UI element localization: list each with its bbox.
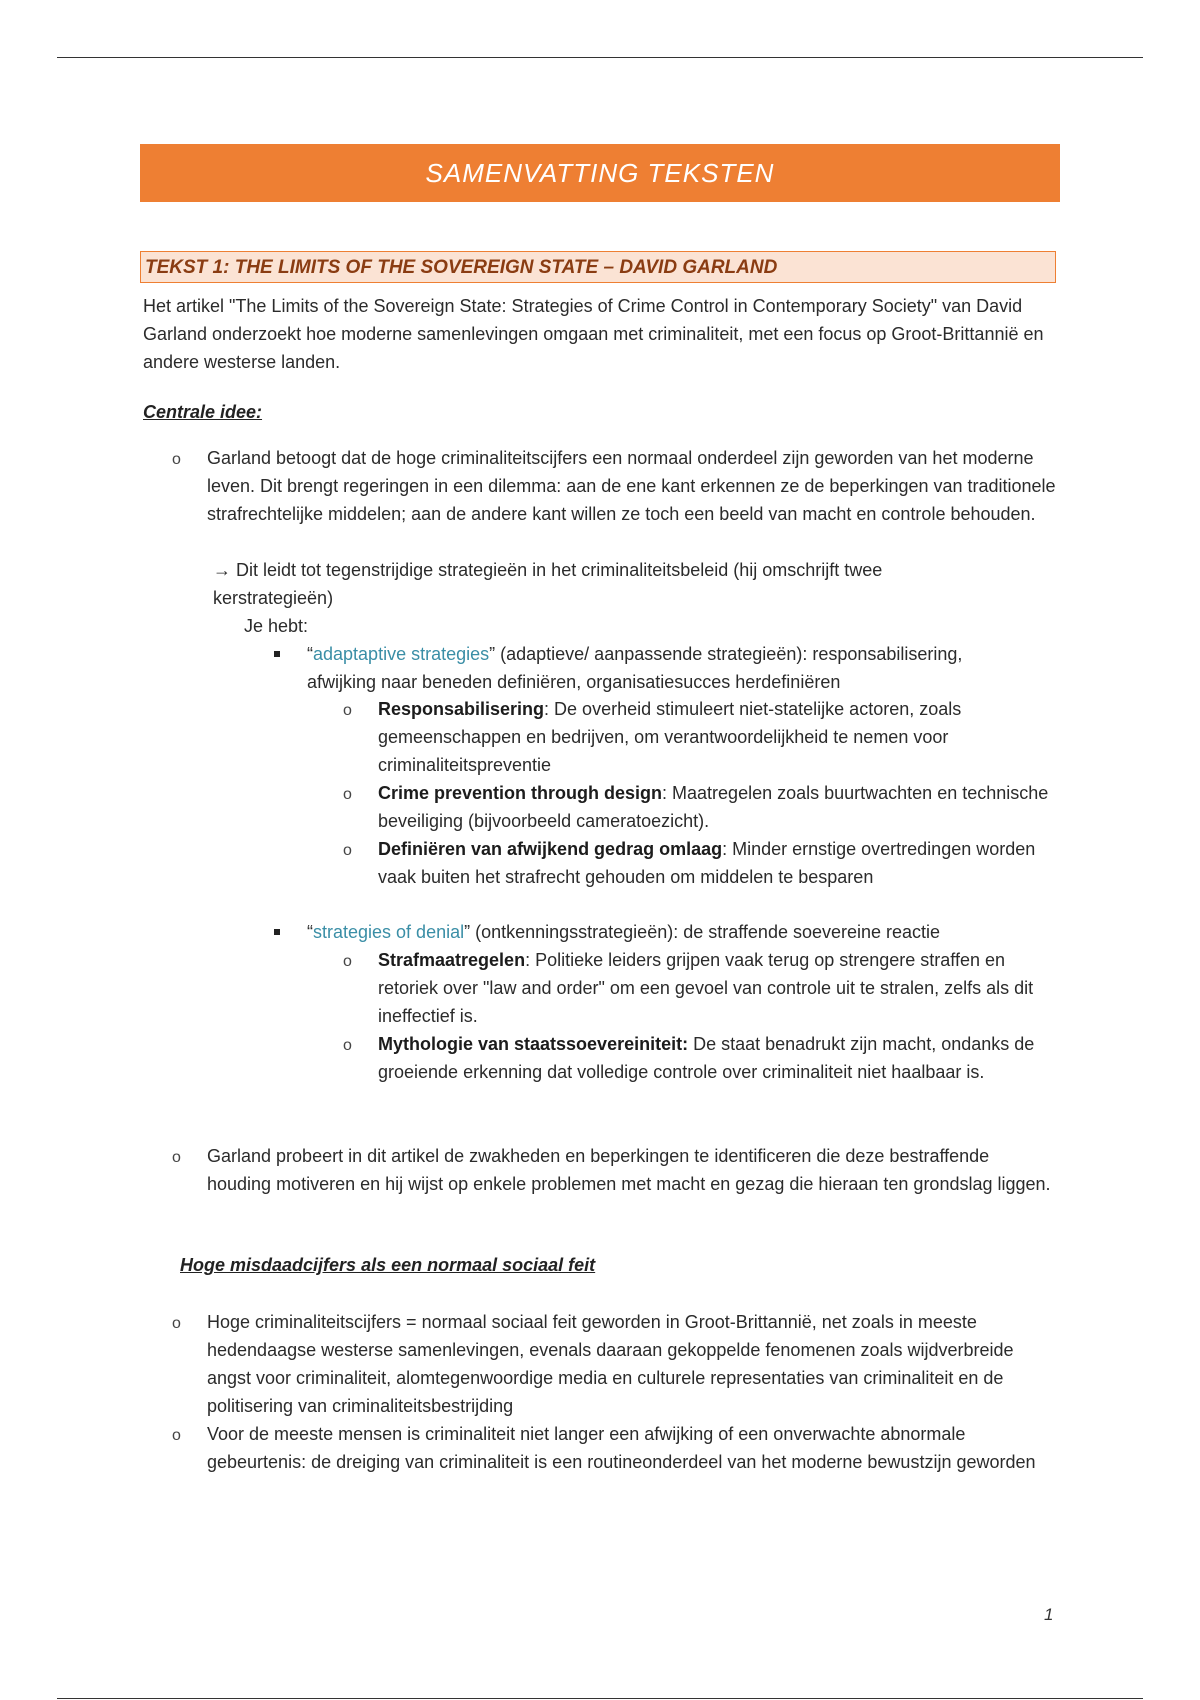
term-bold: Strafmaatregelen	[378, 950, 526, 970]
hoge-misdaadcijfers-heading: Hoge misdaadcijfers als een normaal sociaal feit	[180, 1255, 596, 1275]
square-bullet-icon	[274, 651, 280, 657]
term-text: : Politieke leiders grijpen vaak terug op strengere straffen en retoriek over "law and order" om een gevoel van controle uit te stralen, zelfs als dit ineffectief is.	[378, 950, 1034, 1026]
page-number: 1	[1044, 1605, 1054, 1624]
footer-rule	[57, 1698, 1143, 1699]
je-hebt-label: Je hebt:	[244, 616, 309, 636]
sub-list-item	[378, 946, 1058, 1030]
circle-bullet-icon: o	[343, 702, 352, 719]
circle-bullet-icon: o	[172, 1315, 181, 1332]
adaptive-strategies-term: adaptaptive strategies	[313, 644, 490, 664]
adaptive-strategies-desc: ” (adaptieve/ aanpassende strategieën): responsabilisering,	[489, 644, 963, 664]
circle-bullet-icon: o	[172, 1149, 181, 1166]
term-bold: Responsabilisering	[378, 699, 545, 719]
circle-bullet-icon: o	[172, 1427, 181, 1444]
circle-bullet-icon: o	[343, 786, 352, 803]
sub-list-item	[378, 835, 1058, 891]
term-bold: Crime prevention through design	[378, 783, 663, 803]
denial-strategies-term: strategies of denial	[313, 922, 465, 942]
circle-bullet-icon: o	[343, 842, 352, 859]
adaptive-strategies-desc-2: afwijking naar beneden definiëren, organisatiesucces herdefiniëren	[307, 672, 841, 692]
term-text: : De overheid stimuleert niet-statelijke actoren, zoals gemeenschappen en bedrijven, om verantwoordelijkheid te nemen voor criminaliteitspreventie	[378, 699, 962, 775]
list-item: Garland betoogt dat de hoge criminaliteitscijfers een normaal onderdeel zijn geworden van het moderne leven. Dit brengt regeringen in een dilemma: aan de ene kant erkennen ze de beperkingen van traditionele strafrechtelijke middelen; aan de andere kant willen ze toch een beeld van macht en controle behouden.	[207, 448, 1056, 524]
list-item: Voor de meeste mensen is criminaliteit niet langer een afwijking of een onverwachte abnormale gebeurtenis: de dreiging van criminaliteit is een routineonderdeel van het moderne bewustzijn geworden	[207, 1424, 1036, 1472]
circle-bullet-icon: o	[172, 451, 181, 468]
circle-bullet-icon: o	[343, 1037, 352, 1054]
term-text: De staat benadrukt zijn macht, ondanks de groeiende erkenning dat volledige controle over criminaliteit niet haalbaar is.	[378, 1034, 1035, 1082]
denial-strategies-desc: ” (ontkenningsstrategieën): de straffende soevereine reactie	[464, 922, 941, 942]
adaptive-strategies-item	[307, 640, 1057, 696]
arrow-line: → Dit leidt tot tegenstrijdige strategieën in het criminaliteitsbeleid (hij omschrijft twee	[213, 560, 883, 580]
circle-bullet-icon: o	[343, 953, 352, 970]
sub-list-item	[378, 1030, 1058, 1086]
intro-paragraph: Het artikel "The Limits of the Sovereign State: Strategies of Crime Control in Contemporary Society" van David Garland onderzoekt hoe moderne samenlevingen omgaan met criminaliteit, met een focus op Groot-Brittannië en andere westerse landen.	[143, 296, 1044, 372]
arrow-line-continued: kerstrategieën)	[213, 588, 334, 608]
term-text: : Maatregelen zoals buurtwachten en technische beveiliging (bijvoorbeeld cameratoezicht).	[378, 783, 1049, 831]
denial-strategies-item	[307, 918, 1057, 946]
term-bold: Definiëren van afwijkend gedrag omlaag	[378, 839, 723, 859]
sub-list-item	[378, 695, 1058, 779]
term-bold: Mythologie van staatssoevereiniteit:	[378, 1034, 689, 1054]
open-quote: “	[307, 644, 313, 664]
centrale-idee-heading: Centrale idee:	[143, 402, 263, 422]
term-text: : Minder ernstige overtredingen worden vaak buiten het strafrecht gehouden om middelen te besparen	[378, 839, 1036, 887]
list-item: Garland probeert in dit artikel de zwakheden en beperkingen te identificeren die deze bestraffende houding motiveren en hij wijst op enkele problemen met macht en gezag die hieraan ten grondslag liggen.	[207, 1146, 1051, 1194]
header-rule	[57, 57, 1143, 58]
document-title-banner: SAMENVATTING TEKSTEN	[140, 144, 1060, 202]
section-heading: TEKST 1: THE LIMITS OF THE SOVEREIGN STATE – DAVID GARLAND	[140, 251, 1056, 283]
square-bullet-icon	[274, 929, 280, 935]
open-quote: “	[307, 922, 313, 942]
sub-list-item	[378, 779, 1058, 835]
list-item: Hoge criminaliteitscijfers = normaal sociaal feit geworden in Groot-Brittannië, net zoals in meeste hedendaagse westerse samenlevingen, evenals daaraan gekoppelde fenomenen zoals wijdverbreide angst voor criminaliteit, alomtegenwoordige media en culturele representaties van criminaliteit en de politisering van criminaliteitsbestrijding	[207, 1312, 1014, 1416]
